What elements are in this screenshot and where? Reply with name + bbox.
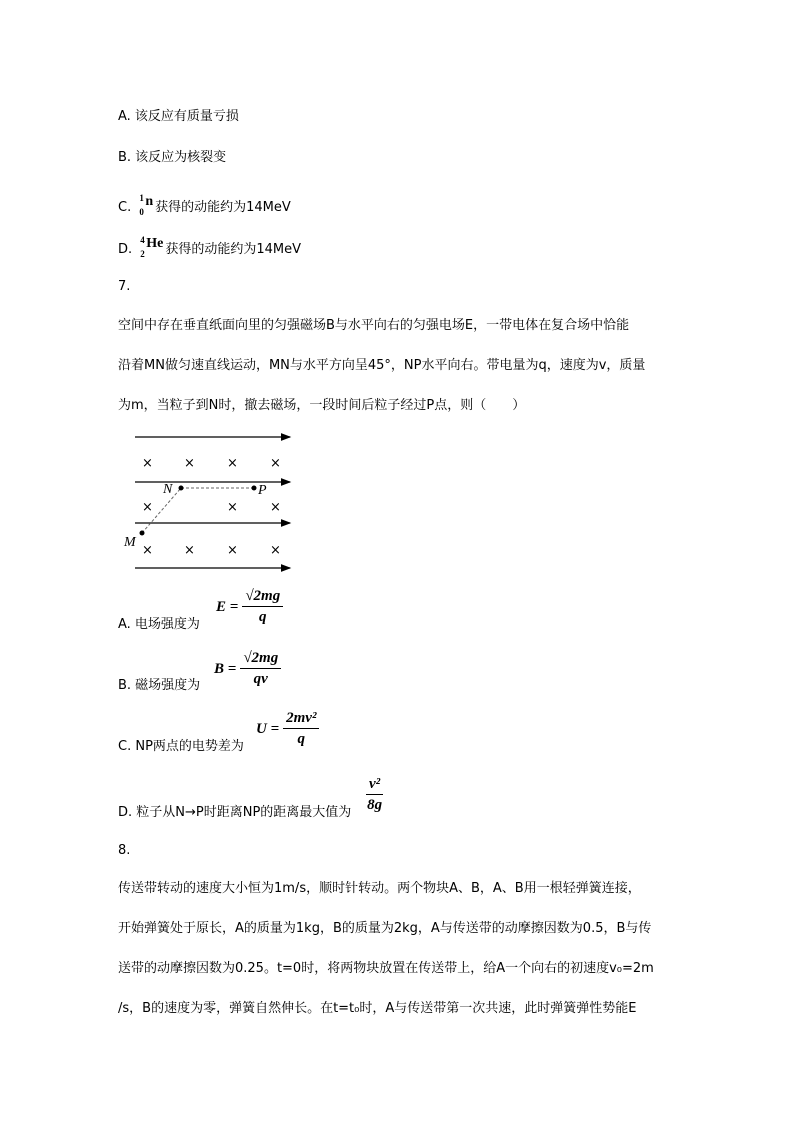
charge-number: 2 [140,249,145,259]
q6-option-b: B. 该反应为核裂变 [118,150,227,165]
formula-u: U = $\frac{\text{2mv²}}{q}$ [256,710,319,748]
mass-number: 4 [140,235,145,245]
cross-mark: × [270,500,281,515]
element-symbol: He [146,236,164,251]
option-prefix: D. [118,242,137,257]
formula-e: E = $\frac{√2mg}{q}$ [216,588,283,626]
cross-mark: × [270,543,281,558]
q8-stem-line: /s，B的速度为零，弹簧自然伸长。在t=t₀时，A与传送带第一次共速，此时弹簧弹性势能E [118,1001,637,1016]
q8-stem-line: 开始弹簧处于原长，A的质量为1kg，B的质量为2kg，A与传送带的动摩擦因数为0.5，B与传 [118,921,652,936]
q6-option-d [118,235,302,259]
label-n: N [163,482,173,497]
option-text: 获得的动能约为14MeV [155,200,291,215]
point-n [179,486,184,491]
q7-option-d: D. 粒子从N→P时距离NP的距离最大值为 [118,805,352,820]
point-m [140,531,145,536]
q7-stem-line: 空间中存在垂直纸面向里的匀强磁场B与水平向右的匀强电场E，一带电体在复合场中恰能 [118,318,630,333]
q6-option-c [118,193,291,217]
point-p [252,486,257,491]
helium-nuclide [140,235,164,259]
cross-mark: × [227,456,238,471]
q8-stem-line: 送带的动摩擦因数为0.25。t=0时，将两物块放置在传送带上，给A一个向右的初速度v₀=2m [118,961,654,976]
charge-number: 0 [139,207,144,217]
electric-field-lines [135,437,290,568]
option-text: 获得的动能约为14MeV [165,242,302,257]
cross-mark: × [270,456,281,471]
mass-number: 1 [139,193,144,203]
field-diagram [115,425,305,580]
q7-number: 7. [118,279,131,294]
cross-mark: × [184,456,195,471]
q6-option-a: A. 该反应有质量亏损 [118,109,239,124]
cross-mark: × [142,500,153,515]
q8-stem-line: 传送带转动的速度大小恒为1m/s，顺时针转动。两个物块A、B，A、B用一根轻弹簧连接， [118,881,641,896]
q7-option-c: C. NP两点的电势差为 [118,739,244,754]
label-m: M [124,535,136,550]
formula-b: B = $\frac{√2mg}{qv}$ [214,650,281,688]
q8-number: 8. [118,843,131,858]
q7-stem-line: 沿着MN做匀速直线运动，MN与水平方向呈45°，NP水平向右。带电量为q，速度为v，质量 [118,358,646,373]
magnetic-field-crosses [142,456,281,558]
formula-dmax: $\frac{\text{v²}}{8g}$ [367,776,383,813]
cross-mark: × [142,456,153,471]
option-prefix: C. [118,200,136,215]
q7-stem-line: 为m，当粒子到N时，撤去磁场，一段时间后粒子经过P点，则（ ） [118,398,526,413]
neutron-nuclide [139,193,154,217]
label-p: P [258,483,267,498]
q7-option-a: A. 电场强度为 [118,617,200,632]
q7-option-b: B. 磁场强度为 [118,678,201,693]
cross-mark: × [142,543,153,558]
cross-mark: × [227,543,238,558]
cross-mark: × [184,543,195,558]
element-symbol: n [145,194,154,209]
cross-mark: × [227,500,238,515]
